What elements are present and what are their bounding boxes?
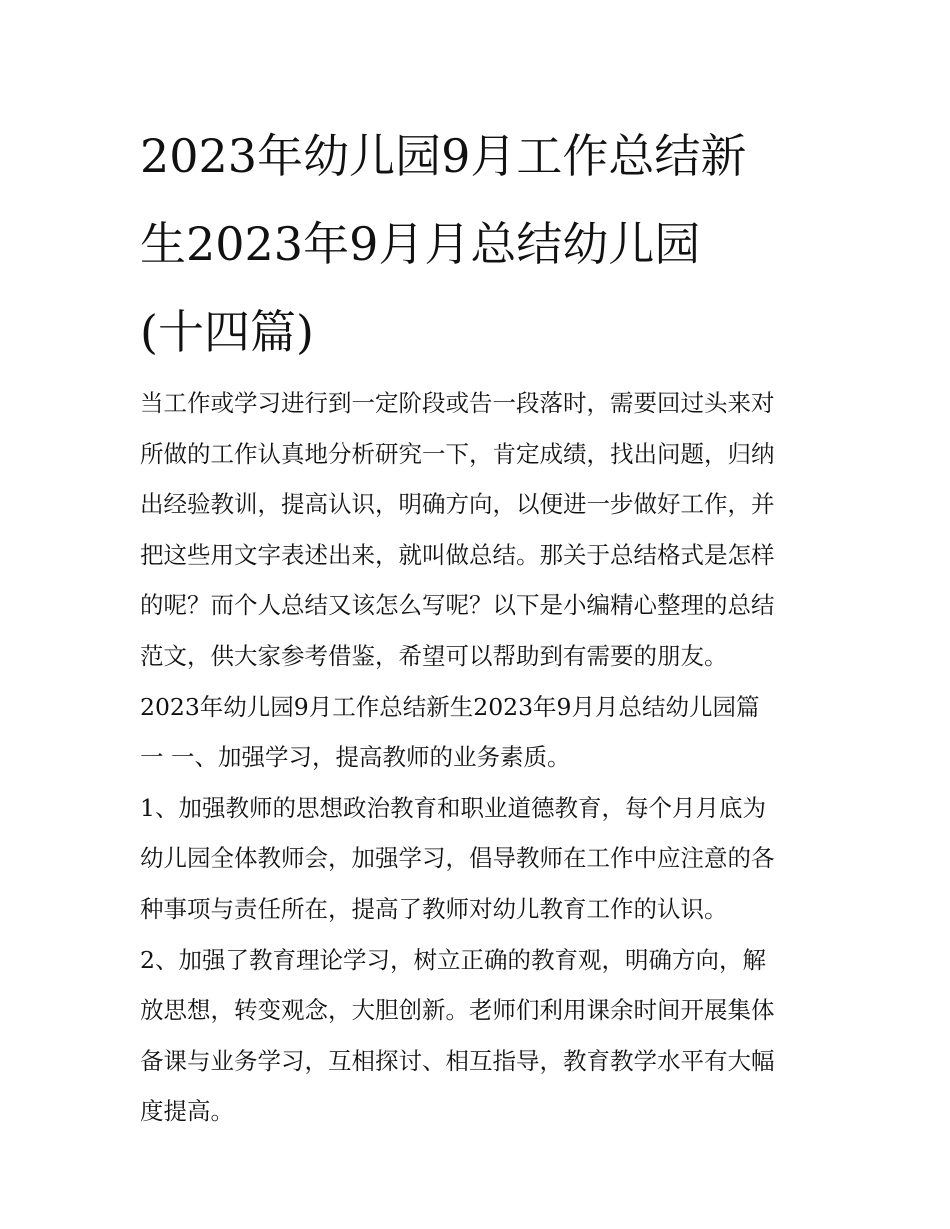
body-line: 2023年幼儿园9月工作总结新生2023年9月月总结幼儿园篇 (140, 692, 760, 721)
title-line: (十四篇) (140, 305, 314, 359)
body-line: 幼儿园全体教师会，加强学习，倡导教师在工作中应注意的各 (140, 844, 775, 873)
body-line: 种事项与责任所在，提高了教师对幼儿教育工作的认识。 (140, 894, 728, 923)
document-body (140, 378, 812, 1137)
body-line: 一 一、加强学习，提高教师的业务素质。 (140, 743, 571, 772)
body-line: 把这些用文字表述出来，就叫做总结。那关于总结格式是怎样 (140, 540, 775, 569)
title-line: 2023年幼儿园9月工作总结新 (140, 129, 747, 183)
body-line: 1、加强教师的思想政治教育和职业道德教育，每个月月底为 (140, 793, 766, 822)
body-line: 备课与业务学习，互相探讨、相互指导，教育教学水平有大幅 (140, 1046, 775, 1075)
body-line: 出经验教训，提高认识，明确方向，以便进一步做好工作，并 (140, 490, 775, 519)
body-line: 范文，供大家参考借鉴，希望可以帮助到有需要的朋友。 (140, 641, 728, 670)
body-line: 放思想，转变观念，大胆创新。老师们利用课余时间开展集体 (140, 996, 775, 1025)
title-line: 生2023年9月月总结幼儿园 (140, 217, 701, 271)
document-page (140, 112, 812, 1137)
body-line: 的呢？而个人总结又该怎么写呢？以下是小编精心整理的总结 (140, 591, 775, 620)
document-title (140, 112, 812, 376)
body-line: 2、加强了教育理论学习，树立正确的教育观，明确方向，解 (140, 945, 766, 974)
body-line: 度提高。 (140, 1097, 234, 1126)
body-line: 所做的工作认真地分析研究一下，肯定成绩，找出问题，归纳 (140, 439, 775, 468)
body-line: 当工作或学习进行到一定阶段或告一段落时，需要回过头来对 (140, 389, 775, 417)
